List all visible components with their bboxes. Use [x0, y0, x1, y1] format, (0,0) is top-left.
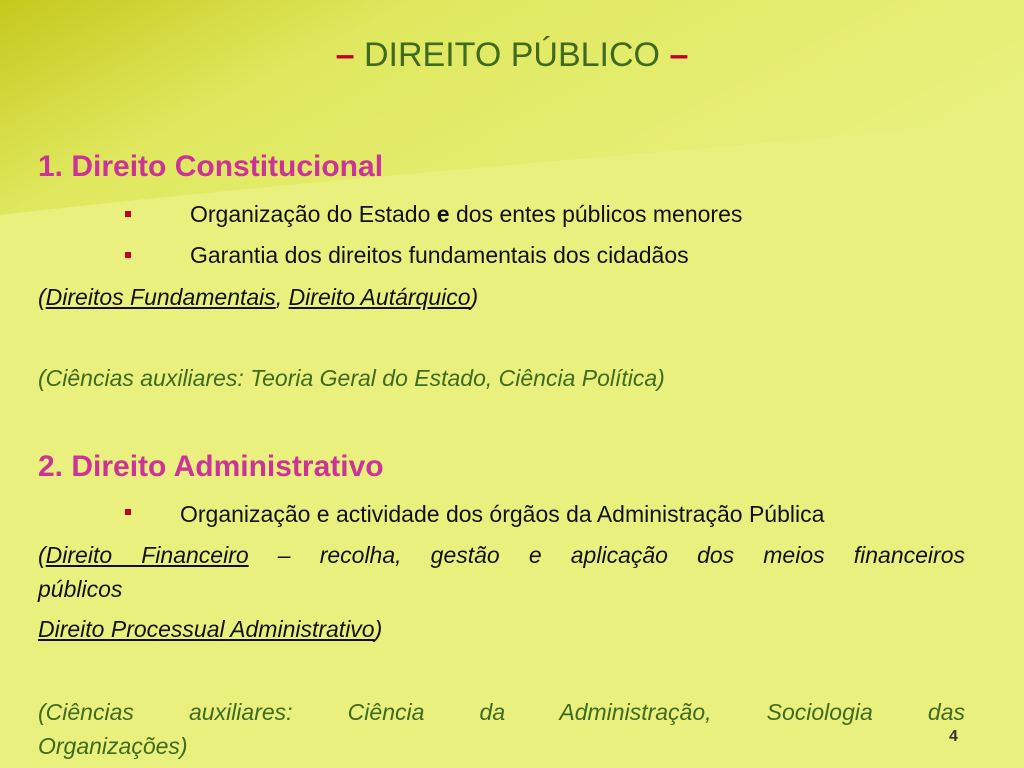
paren: ) — [374, 616, 383, 642]
section2-related-line1 — [38, 542, 965, 569]
related-text: – recolha, gestão e aplicação dos meios financeiros — [248, 542, 965, 568]
bullet-marker — [125, 509, 131, 515]
page-number: 4 — [949, 728, 958, 745]
title-dash-left: – — [335, 36, 355, 74]
section1-heading: 1. Direito Constitucional — [38, 150, 384, 183]
paren: ( — [38, 542, 46, 568]
bullet-bold-text: e — [436, 201, 450, 227]
section2-auxiliary-line1: (Ciências auxiliares: Ciência da Administração, Sociologia das — [38, 699, 965, 725]
title-text: DIREITO PÚBLICO — [364, 36, 660, 74]
section2-bullet-1: Organização e actividade dos órgãos da Administração Pública — [180, 501, 825, 527]
link-direito-financeiro[interactable]: Direito Financeiro — [45, 542, 249, 568]
bullet-text: Organização do Estado — [190, 201, 437, 227]
section2-related-line2: públicos — [38, 576, 123, 602]
slide-title — [0, 36, 1024, 75]
section2-related-line3 — [38, 616, 382, 643]
section2-heading: 2. Direito Administrativo — [38, 450, 384, 483]
section1-auxiliary: (Ciências auxiliares: Teoria Geral do Estado, Ciência Política) — [38, 365, 665, 391]
bullet-marker — [125, 252, 131, 258]
section1-bullet-2: Garantia dos direitos fundamentais dos cidadãos — [190, 242, 689, 268]
link-direitos-fundamentais[interactable]: Direitos Fundamentais — [45, 284, 276, 310]
section1-bullet-1 — [190, 201, 742, 228]
separator: , — [275, 284, 289, 310]
bullet-text: dos entes públicos menores — [449, 201, 743, 227]
paren: ) — [470, 284, 479, 310]
link-direito-autarquico[interactable]: Direito Autárquico — [288, 284, 471, 310]
paren: ( — [38, 284, 46, 310]
section2-auxiliary-line2: Organizações) — [38, 733, 188, 759]
section1-related — [38, 284, 478, 311]
link-direito-processual-administrativo[interactable]: Direito Processual Administrativo — [38, 616, 375, 642]
title-dash-right: – — [669, 36, 689, 74]
bullet-marker — [125, 211, 131, 217]
